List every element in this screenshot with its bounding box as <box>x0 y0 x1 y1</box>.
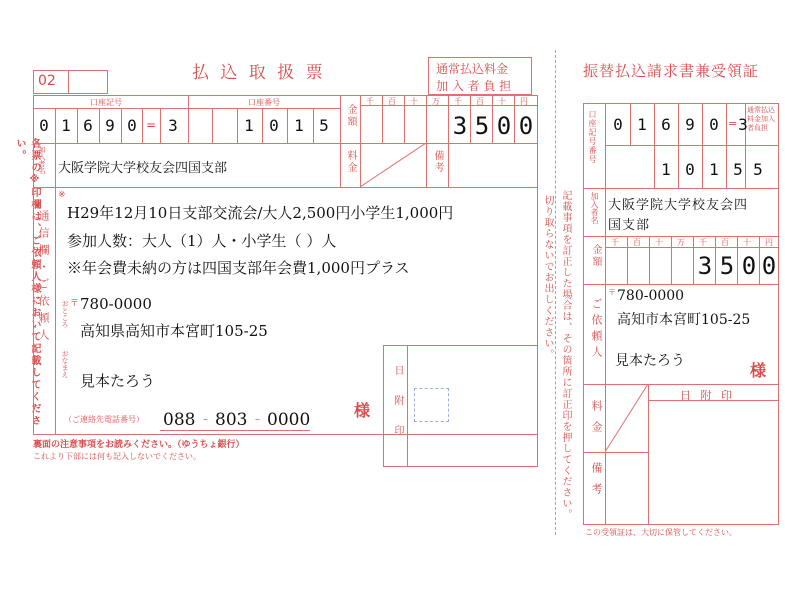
right-account-symbol-digit: 9 <box>685 115 695 134</box>
receipt-payee-line-1: 大阪学院大学校友会四 <box>608 198 749 213</box>
receipt-fee-label: 料金 <box>590 400 603 442</box>
receipt-notes-label: 備考 <box>590 462 603 504</box>
unit-label: 円 <box>520 97 528 106</box>
receipt-payee-label: 加入者名 <box>590 192 599 224</box>
unit-label: 百 <box>476 97 484 106</box>
receipt-unit-label: 円 <box>765 238 773 247</box>
unit-label: 十 <box>410 97 418 106</box>
honorific: 様 <box>354 401 371 420</box>
left-account-symbol-digit: 9 <box>105 116 115 135</box>
receipt-sender-name: 見本たろう <box>615 353 685 369</box>
fee-note-line1: 通常払込料金 <box>436 62 509 76</box>
receipt-stamp-label: 日 附 印 <box>680 389 735 402</box>
unit-label: 十 <box>498 97 506 106</box>
amount-digit: 5 <box>474 112 490 140</box>
unit-label: 万 <box>432 97 440 106</box>
unit-label: 千 <box>366 97 374 106</box>
fee-label: 料金 <box>345 150 356 174</box>
right-account-number-digit: 1 <box>661 160 671 179</box>
left-account-symbol-digit: 0 <box>39 116 49 135</box>
unit-label: 千 <box>454 97 462 106</box>
right-account-symbol-digit: 0 <box>709 115 719 134</box>
right-account-number-digit: 5 <box>753 160 763 179</box>
message-line-1: H29年12月10日支部交流会/大人2,500円小学生1,000円 <box>67 204 454 222</box>
amount-digit: 0 <box>496 112 512 140</box>
receipt-unit-label: 十 <box>655 238 663 247</box>
postal-mark: 〒 <box>70 299 80 309</box>
footer-line-1: 裏面の注意事項をお読みください。（ゆうちょ銀行） <box>33 440 245 450</box>
hyphen-mark: = <box>728 117 738 130</box>
left-account-number-digit: 1 <box>244 116 254 135</box>
account-symbol-label: 口座記号 <box>90 98 122 107</box>
message-line-2: 参加人数：大人（1）人・小学生（ ）人 <box>67 232 337 250</box>
left-account-number-digit: 5 <box>319 116 329 135</box>
amount-digit: 3 <box>452 112 468 140</box>
asterisk-mark: ※ <box>58 190 66 200</box>
fee-note-line2: 加 入 者 負 担 <box>436 79 512 93</box>
payee-label: 加入者名 <box>38 146 46 174</box>
address-label: おところ <box>61 300 69 328</box>
receipt-fee-diagonal <box>605 384 648 452</box>
receipt-fee-note: 通常払込料金加入者負担 <box>747 106 775 132</box>
amount-label: 金額 <box>345 104 356 128</box>
receipt-amount-digit: 5 <box>719 252 735 280</box>
amount-digit: 0 <box>518 112 534 140</box>
account-label: 口座記号番号 <box>588 110 597 164</box>
phone-part: 803 <box>215 410 248 430</box>
receipt-payee-line-2: 国支部 <box>608 218 651 233</box>
receipt-postal-mark: 〒 <box>608 288 616 297</box>
receipt-unit-label: 百 <box>721 238 729 247</box>
right-account-symbol-digit: 6 <box>661 115 671 134</box>
receipt-amount-digit: 3 <box>697 252 713 280</box>
receipt-postal-code: 780-0000 <box>617 288 685 304</box>
receipt-amount-label: 金額 <box>590 244 601 268</box>
postal-code: 780-0000 <box>80 295 152 313</box>
receipt-amount-digit: 0 <box>761 252 777 280</box>
phone-part: 088 <box>163 410 196 430</box>
receipt-unit-label: 千 <box>699 238 707 247</box>
notes-label: 備考 <box>432 150 443 174</box>
form-title: 払 込 取 扱 票 <box>192 63 326 83</box>
receipt-amount-digit: 0 <box>741 252 757 280</box>
right-account-number-digit: 1 <box>709 160 719 179</box>
stamp-placeholder <box>414 388 449 422</box>
right-account-number-digit: 0 <box>685 160 695 179</box>
phone-part: 0000 <box>267 410 311 430</box>
left-account-symbol-digit: 3 <box>168 116 178 135</box>
left-account-number-digit: 1 <box>294 116 304 135</box>
fee-diagonal <box>360 143 426 187</box>
right-account-symbol-digit: 3 <box>738 115 748 134</box>
correction-note: 記載事項を訂正した場合は、その箇所に訂正印を押してください。 <box>560 190 571 520</box>
name-label: おなまえ <box>61 350 69 378</box>
left-account-symbol-digit: 1 <box>61 116 71 135</box>
stamp-label: 日附印 <box>392 365 403 455</box>
receipt-unit-label: 千 <box>611 238 619 247</box>
phone-label: （ご連絡先電話番号） <box>64 415 144 424</box>
side-note: 各票の※印欄は、ご依頼人様において記載してください。 <box>14 138 40 427</box>
account-number-label: 口座番号 <box>248 98 280 107</box>
hyphen-mark: = <box>146 118 157 132</box>
cut-line <box>555 50 556 535</box>
receipt-honorific: 様 <box>750 361 767 380</box>
left-account-symbol-digit: 6 <box>83 116 93 135</box>
comm-label: 通信欄・ご依頼人 <box>37 210 50 346</box>
phone-dash: – <box>203 414 208 425</box>
footer-line-2: これより下部には何も記入しないでください。 <box>33 452 201 461</box>
sender-name: 見本たろう <box>80 372 156 390</box>
receipt-title: 振替払込請求書兼受領証 <box>583 62 760 80</box>
right-account-number-digit: 5 <box>733 160 743 179</box>
right-account-symbol-digit: 0 <box>613 115 623 134</box>
sender-address: 高知県高知市本宮町105-25 <box>80 322 268 340</box>
cut-note: 切り取らないでお出しください。 <box>542 195 553 360</box>
form-code: 02 <box>38 73 56 89</box>
receipt-sender-label: ご依頼人 <box>590 298 603 362</box>
receipt-footer: この受領証は、大切に保管してください。 <box>585 528 737 537</box>
receipt-unit-label: 百 <box>633 238 641 247</box>
receipt-unit-label: 十 <box>743 238 751 247</box>
phone-dash: – <box>255 414 260 425</box>
receipt-unit-label: 万 <box>677 238 685 247</box>
left-account-number-digit: 0 <box>269 116 279 135</box>
right-account-symbol-digit: 1 <box>637 115 647 134</box>
payee-name: 大阪学院大学校友会四国支部 <box>58 161 228 176</box>
left-account-symbol-digit: 0 <box>127 116 137 135</box>
unit-label: 百 <box>388 97 396 106</box>
receipt-address: 高知市本宮町105-25 <box>617 312 751 328</box>
message-line-3: ※年会費未納の方は四国支部年会費1,000円プラス <box>67 259 410 277</box>
